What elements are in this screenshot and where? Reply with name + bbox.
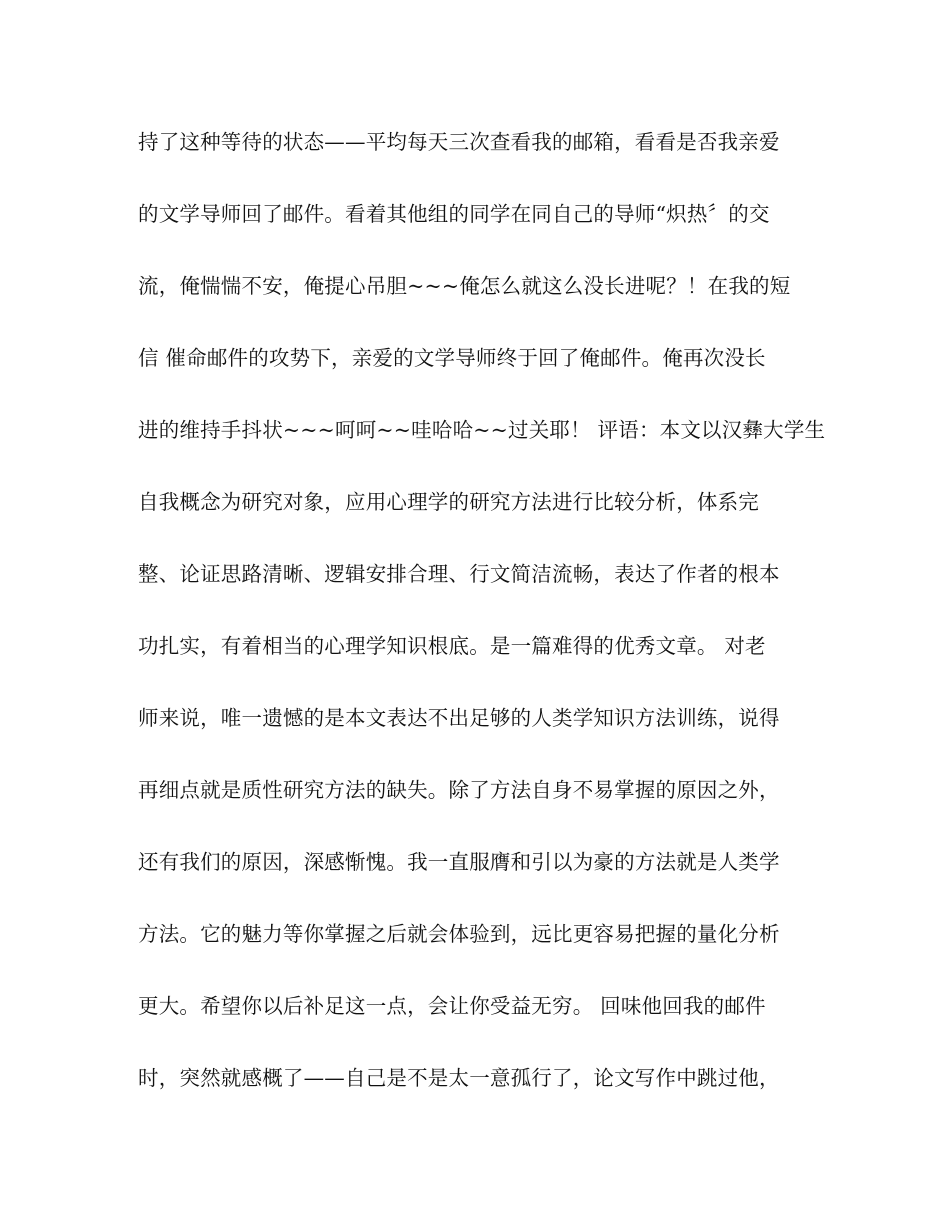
text-line: 流，俺惴惴不安，俺提心吊胆~~~俺怎么就这么没长进呢？！在我的短 [138, 274, 791, 298]
text-line: 整、论证思路清晰、逻辑安排合理、行文简洁流畅，表达了作者的根本 [138, 562, 780, 586]
text-line: 师来说，唯一遗憾的是本文表达不出足够的人类学知识方法训练，说得 [138, 706, 780, 730]
body-text [138, 124, 828, 1132]
text-line: 持了这种等待的状态——平均每天三次查看我的邮箱，看看是否我亲爱 [138, 130, 780, 154]
text-line: 自我概念为研究对象，应用心理学的研究方法进行比较分析，体系完 [138, 490, 759, 514]
text-line: 信 催命邮件的攻势下，亲爱的文学导师终于回了俺邮件。俺再次没长 [138, 346, 766, 370]
text-line: 功扎实，有着相当的心理学知识根底。是一篇难得的优秀文章。 对老 [138, 634, 766, 658]
text-line: 再细点就是质性研究方法的缺失。除了方法自身不易掌握的原因之外， [138, 778, 780, 802]
text-line: 时，突然就感概了——自己是不是太一意孤行了，论文写作中跳过他， [138, 1066, 780, 1090]
text-line: 方法。它的魅力等你掌握之后就会体验到，远比更容易把握的量化分析 [138, 922, 780, 946]
text-line: 进的维持手抖状~~~呵呵~~哇哈哈~~过关耶！ 评语：本文以汉彝大学生 [138, 418, 826, 442]
text-line: 更大。希望你以后补足这一点，会让你受益无穷。 回味他回我的邮件 [138, 994, 766, 1018]
text-line: 的文学导师回了邮件。看着其他组的同学在同自己的导师“炽热〞的交 [138, 202, 770, 226]
text-line: 还有我们的原因，深感惭愧。我一直服膺和引以为豪的方法就是人类学 [138, 850, 780, 874]
